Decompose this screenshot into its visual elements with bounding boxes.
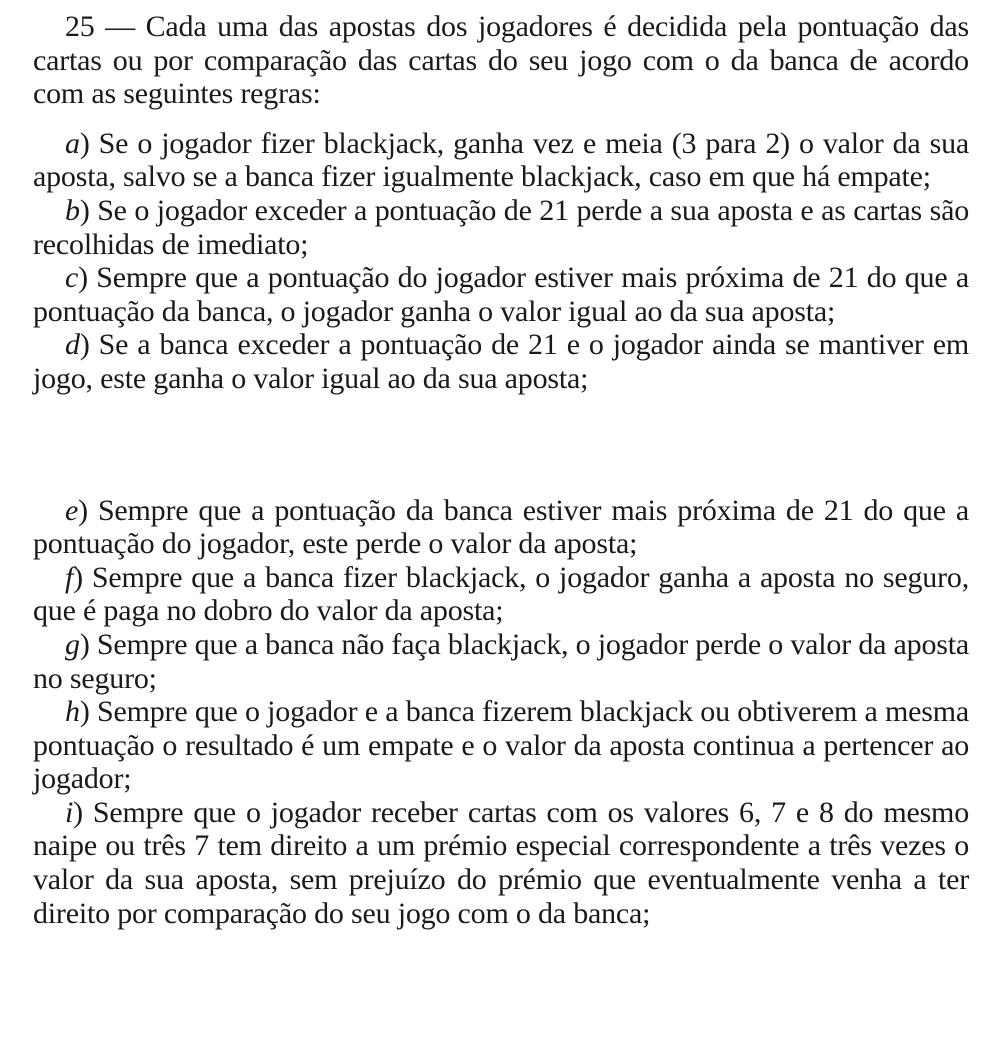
rule-item-b xyxy=(33,194,969,261)
rule-item-d xyxy=(33,328,969,395)
rule-text: ) Sempre que a pontuação do jogador estiver mais próxima de 21 do que a pontuação da banca, o jogador ganha o valor igual ao da sua aposta; xyxy=(33,261,969,328)
rule-text: ) Sempre que a pontuação da banca estiver mais próxima de 21 do que a pontuação do jogador, este perde o valor da aposta; xyxy=(33,493,969,561)
rule-letter: f xyxy=(65,560,74,594)
rule-item-g xyxy=(33,628,969,695)
rule-text: ) Se o jogador exceder a pontuação de 21 perde a sua aposta e as cartas são recolhidas de imediato; xyxy=(33,193,969,261)
rule-text: ) Sempre que a banca não faça blackjack, o jogador perde o valor da aposta no seguro; xyxy=(33,627,969,695)
rule-text: ) Sempre que a banca fizer blackjack, o jogador ganha a aposta no seguro, que é paga no dobro do valor da aposta; xyxy=(33,560,969,628)
rule-letter: a xyxy=(65,126,80,160)
rule-text: ) Se o jogador fizer blackjack, ganha vez e meia (3 para 2) o valor da sua aposta, salvo se a banca fizer igualmente blackjack, caso em que há empate; xyxy=(33,126,969,194)
intro-paragraph: 25 — Cada uma das apostas dos jogadores é decidida pela pontuação das cartas ou por comparação das cartas do seu jogo com o da banca de acordo com as seguintes regras: xyxy=(33,10,969,111)
document-body xyxy=(33,10,969,930)
rule-letter: c xyxy=(65,261,79,295)
rule-letter: h xyxy=(65,695,80,729)
rule-text: ) Sempre que o jogador e a banca fizerem blackjack ou obtiverem a mesma pontuação o resultado é um empate e o valor da aposta continua a pertencer ao jogador; xyxy=(33,695,969,796)
rule-item-h xyxy=(33,695,969,796)
rule-text: ) Se a banca exceder a pontuação de 21 e o jogador ainda se mantiver em jogo, este ganha o valor igual ao da sua aposta; xyxy=(33,328,969,395)
rule-text: ) Sempre que o jogador receber cartas com os valores 6, 7 e 8 do mesmo naipe ou três 7 tem direito a um prémio especial correspondente a três vezes o valor da sua aposta, sem prejuízo do prémio que eventualmente venha a ter direito por comparação do seu jogo com o da banca; xyxy=(33,795,969,930)
rule-item-e xyxy=(33,494,969,561)
rule-letter: e xyxy=(65,493,79,527)
rule-item-i xyxy=(33,796,969,930)
rule-letter: g xyxy=(65,627,80,661)
page-gap xyxy=(33,396,969,494)
rule-item-c xyxy=(33,261,969,328)
rule-letter: i xyxy=(65,795,74,829)
rule-letter: b xyxy=(65,193,80,227)
rule-item-f xyxy=(33,561,969,628)
rule-letter: d xyxy=(65,328,80,362)
rule-item-a xyxy=(33,127,969,194)
